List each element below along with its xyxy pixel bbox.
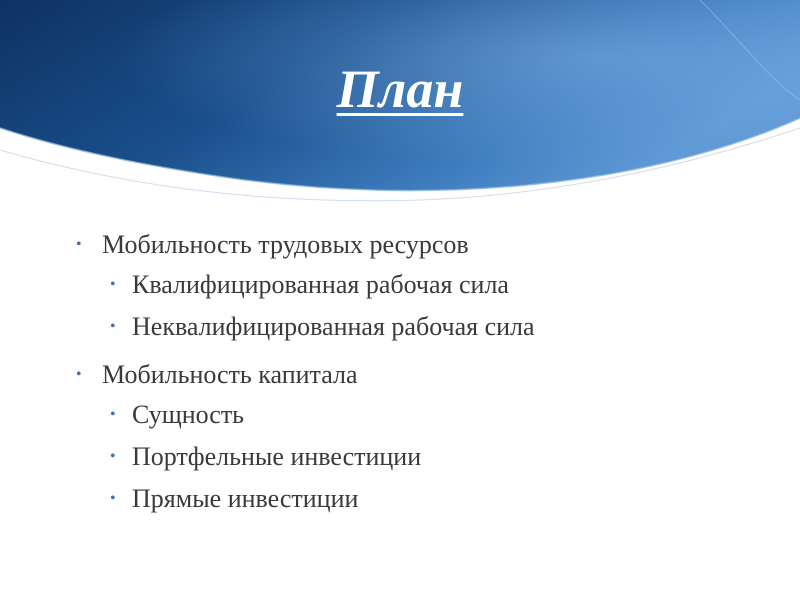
list-item-text: Мобильность капитала	[102, 360, 358, 389]
bullet-icon: •	[76, 366, 82, 383]
list-item-level2	[70, 394, 780, 436]
list-item-level2	[70, 436, 780, 478]
list-item-level1	[70, 226, 780, 264]
list-item-level2	[70, 306, 780, 348]
list-item-text: Прямые инвестиции	[132, 484, 359, 513]
list-item-text: Неквалифицированная рабочая сила	[132, 312, 535, 341]
slide-title	[0, 58, 800, 120]
list-item-level2	[70, 478, 780, 520]
bullet-list	[70, 226, 780, 528]
list-item-text: Сущность	[132, 400, 245, 429]
bullet-icon: •	[110, 276, 116, 293]
bullet-group-labor	[70, 226, 780, 348]
list-item-text: Портфельные инвестиции	[132, 442, 422, 471]
slide-title-text: План	[336, 59, 464, 119]
bullet-icon: •	[110, 490, 116, 507]
bullet-icon: •	[110, 406, 116, 423]
list-item-text: Квалифицированная рабочая сила	[132, 270, 509, 299]
list-item-level1	[70, 356, 780, 394]
list-item-level2	[70, 264, 780, 306]
bullet-group-capital	[70, 356, 780, 520]
bullet-icon: •	[110, 318, 116, 335]
list-item-text: Мобильность трудовых ресурсов	[102, 230, 469, 259]
bullet-icon: •	[110, 448, 116, 465]
bullet-icon: •	[76, 236, 82, 253]
